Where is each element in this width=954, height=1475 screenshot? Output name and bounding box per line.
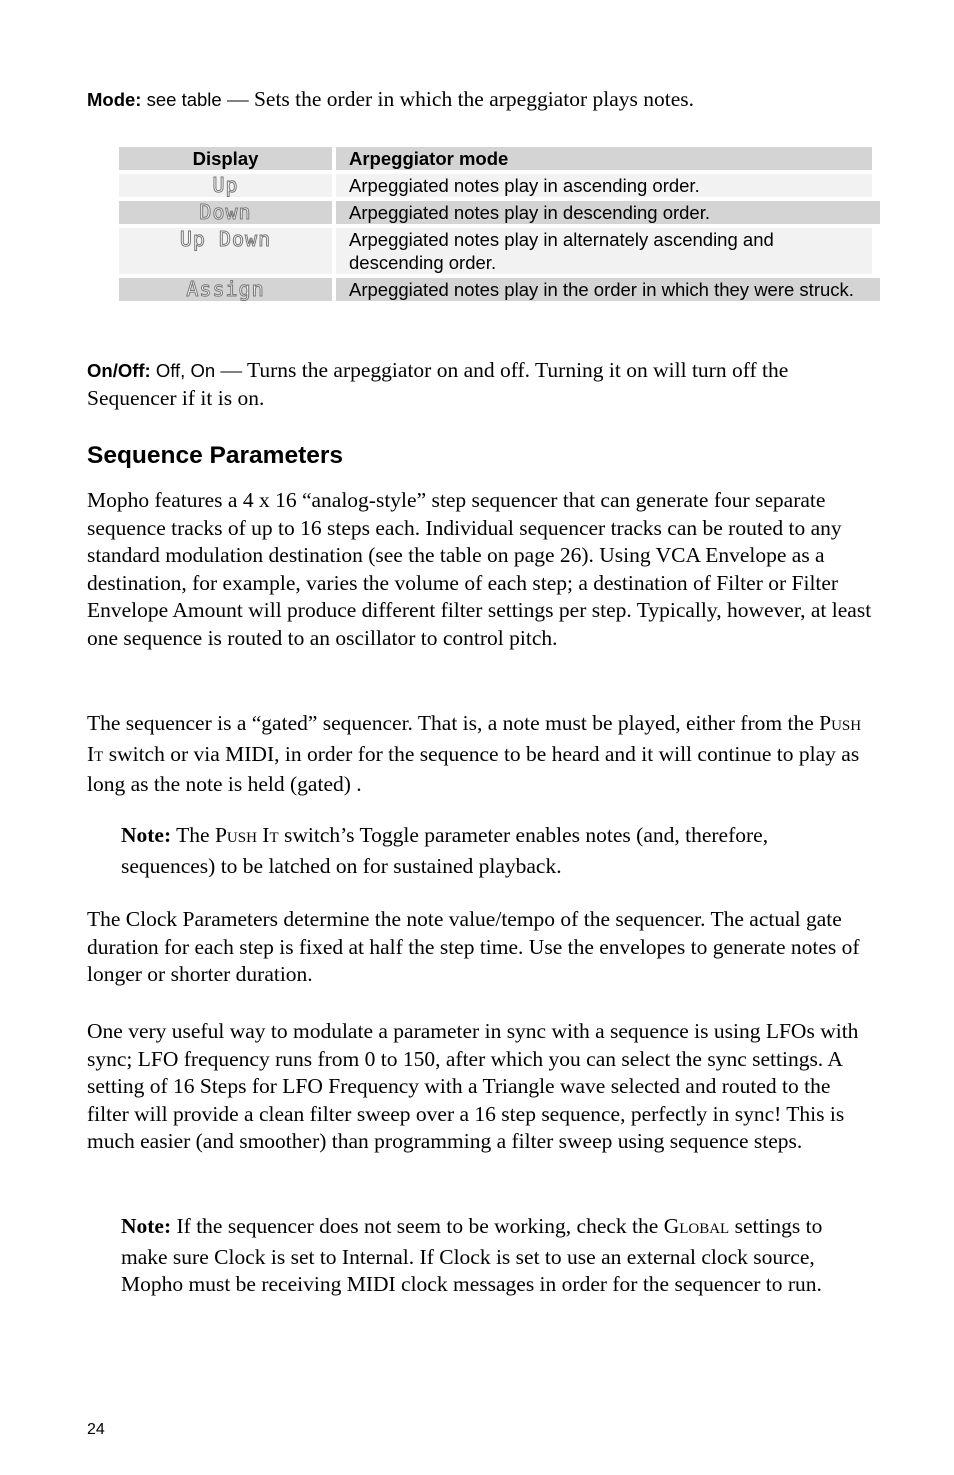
- header-display: Display: [119, 147, 332, 170]
- paragraph-lfo-sync: One very useful way to modulate a parameter in sync with a sequence is using LFOs with sync; LFO frequency runs from 0 to 150, after which you can select the sync settings. A setting of 16 Steps for LFO Frequency with a Triangle wave selected and routed to the filter will provide a clean filter sweep over a 16 step sequence, perfectly in sync! This is much easier (and smoother) than programming a filter sweep using sequence steps.: [87, 1019, 859, 1154]
- paragraph-clock-parameters: The Clock Parameters determine the note value/tempo of the sequencer. The actual gate duration for each step is fixed at half the step time. Use the envelopes to generate notes of longer or shorter duration.: [87, 907, 860, 987]
- table-row: [119, 278, 880, 301]
- table-row: [119, 174, 880, 197]
- onoff-label: On/Off:: [87, 360, 151, 381]
- arpeggiator-mode-table: [119, 143, 880, 305]
- mode-parameter: [87, 86, 877, 114]
- lcd-display-text: Assign: [186, 277, 265, 301]
- page-number: 24: [87, 1421, 105, 1438]
- note-push-it-toggle: Note: The PUSH IT switch’s Toggle parameter enables notes (and, therefore, sequences) to be latched on for sustained playback.: [121, 823, 769, 878]
- mode-description-cell: Arpeggiated notes play in descending order.: [336, 201, 872, 224]
- mode-description-cell: Arpeggiated notes play in alternately ascending and descending order.: [336, 228, 872, 274]
- mode-values: see table: [141, 89, 222, 110]
- onoff-dash: —: [215, 358, 248, 382]
- table-header-row: [119, 147, 880, 170]
- lcd-display-text: Up Down: [179, 227, 272, 251]
- header-arpeggiator-mode: Arpeggiator mode: [336, 147, 872, 170]
- mode-description: Sets the order in which the arpeggiator plays notes.: [253, 87, 694, 111]
- mode-label: Mode:: [87, 89, 142, 110]
- lcd-display-text: Down: [199, 200, 252, 224]
- lcd-display-text: Up: [212, 173, 239, 197]
- onoff-parameter: [87, 357, 877, 412]
- table-row: [119, 201, 880, 224]
- mode-description-cell: Arpeggiated notes play in the order in which they were struck.: [336, 278, 872, 301]
- paragraph-sequencer-intro: Mopho features a 4 x 16 “analog-style” step sequencer that can generate four separate sequence tracks of up to 16 steps each. Individual sequencer tracks can be routed to any standard modulation destination (see the table on page 26). Using VCA Envelope as a destination, for example, varies the volume of each step; a destination of Filter or Filter Envelope Amount will produce different filter settings per step. Typically, however, at least one sequence is routed to an oscillator to control pitch.: [87, 488, 872, 650]
- table-row: [119, 228, 880, 274]
- paragraph-gated-sequencer: The sequencer is a “gated” sequencer. That is, a note must be played, either from the PUSH IT switch or via MIDI, in order for the sequence to be heard and it will continue to play as long as the note is held (gated) .: [87, 711, 862, 797]
- onoff-description: Turns the arpeggiator on and off. Turning it on will turn off the Sequencer if it is on.: [87, 358, 789, 410]
- mode-description-cell: Arpeggiated notes play in ascending order.: [336, 174, 872, 197]
- mode-dash: —: [221, 87, 254, 111]
- note-label: Note:: [121, 1214, 172, 1238]
- note-global-clock: Note: If the sequencer does not seem to be working, check the GLOBAL settings to make sure Clock is set to Internal. If Clock is set to use an external clock source, Mopho must be receiving MIDI clock messages in order for the sequencer to run.: [121, 1214, 823, 1297]
- section-heading: Sequence Parameters: [87, 442, 344, 469]
- note-label: Note:: [121, 823, 172, 847]
- onoff-values: Off, On: [150, 360, 216, 381]
